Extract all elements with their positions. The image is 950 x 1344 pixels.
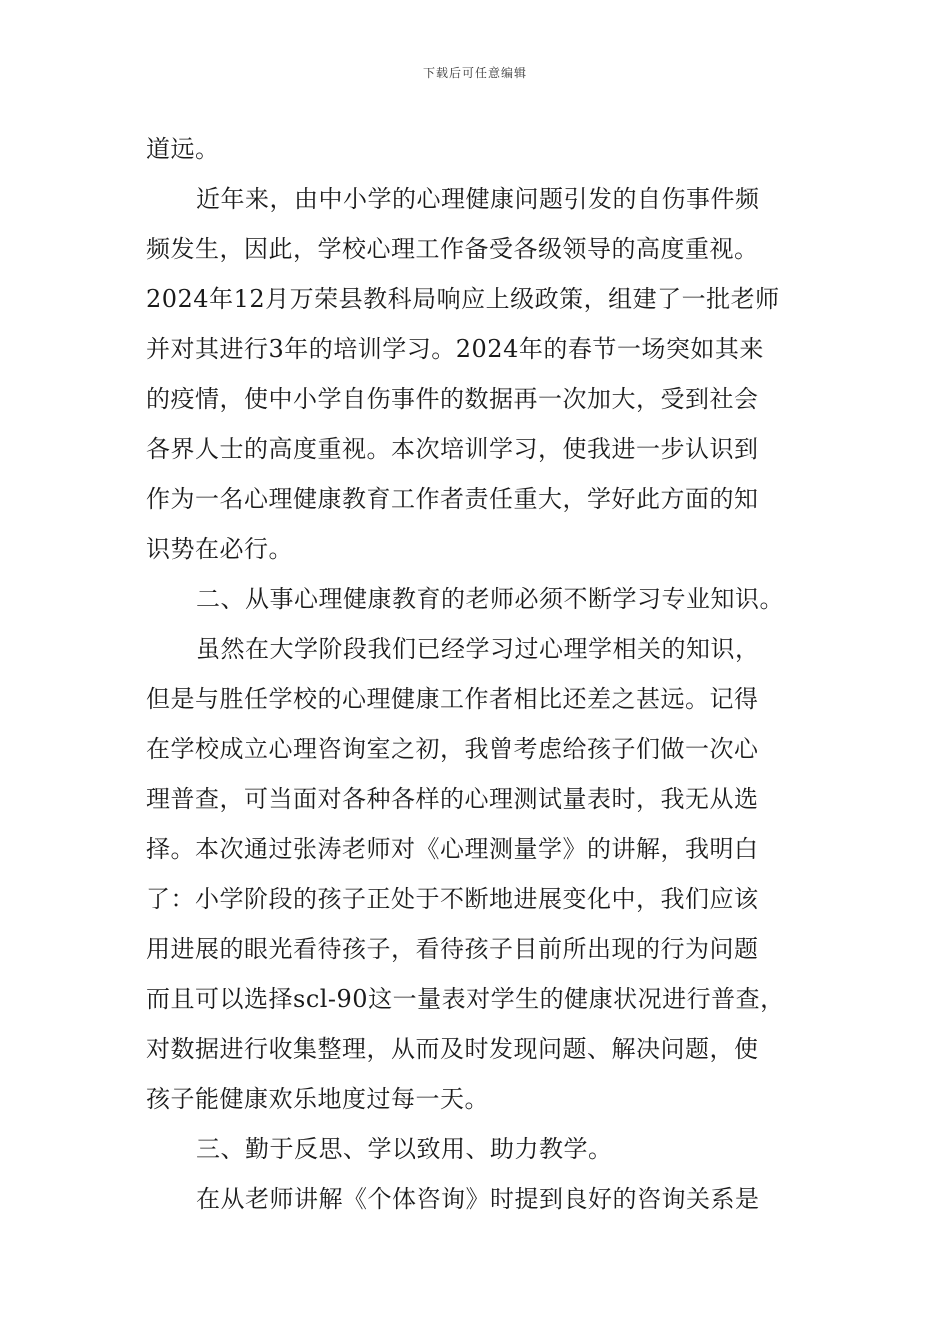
text-line: 孩子能健康欢乐地度过每一天。 <box>146 1085 489 1113</box>
text-line: 理普查，可当面对各种各样的心理测试量表时，我无从选 <box>146 785 759 813</box>
text-line: 识势在必行。 <box>146 535 293 563</box>
text-line: 对数据进行收集整理，从而及时发现问题、解决问题，使 <box>146 1035 759 1063</box>
page-header: 下载后可任意编辑 <box>422 66 527 80</box>
text-line: 并对其进行3年的培训学习。2024年的春节一场突如其来 <box>146 335 764 363</box>
text-line: 了：小学阶段的孩子正处于不断地进展变化中，我们应该 <box>146 885 759 913</box>
text-line: 在学校成立心理咨询室之初，我曾考虑给孩子们做一次心 <box>146 735 759 763</box>
text-line: 用进展的眼光看待孩子，看待孩子目前所出现的行为问题 <box>146 935 759 963</box>
text-line: 择。本次通过张涛老师对《心理测量学》的讲解，我明白 <box>146 835 759 863</box>
text-line: 近年来，由中小学的心理健康问题引发的自伤事件频 <box>196 185 760 213</box>
text-line: 2024年12月万荣县教科局响应上级政策，组建了一批老师 <box>146 285 780 313</box>
text-line: 虽然在大学阶段我们已经学习过心理学相关的知识， <box>196 635 760 663</box>
section-heading: 三、勤于反思、学以致用、助力教学。 <box>196 1135 613 1163</box>
document-body <box>146 124 818 1224</box>
text-line: 而且可以选择scl-90这一量表对学生的健康状况进行普查， <box>146 985 785 1013</box>
text-line: 道远。 <box>146 135 220 163</box>
text-line: 在从老师讲解《个体咨询》时提到良好的咨询关系是 <box>196 1185 760 1213</box>
text-line: 各界人士的高度重视。本次培训学习，使我进一步认识到 <box>146 435 759 463</box>
section-heading: 二、从事心理健康教育的老师必须不断学习专业知识。 <box>196 585 784 613</box>
text-line: 但是与胜任学校的心理健康工作者相比还差之甚远。记得 <box>146 685 759 713</box>
text-line: 频发生，因此，学校心理工作备受各级领导的高度重视。 <box>146 235 759 263</box>
text-line: 作为一名心理健康教育工作者责任重大，学好此方面的知 <box>146 485 759 513</box>
text-line: 的疫情，使中小学自伤事件的数据再一次加大，受到社会 <box>146 385 759 413</box>
